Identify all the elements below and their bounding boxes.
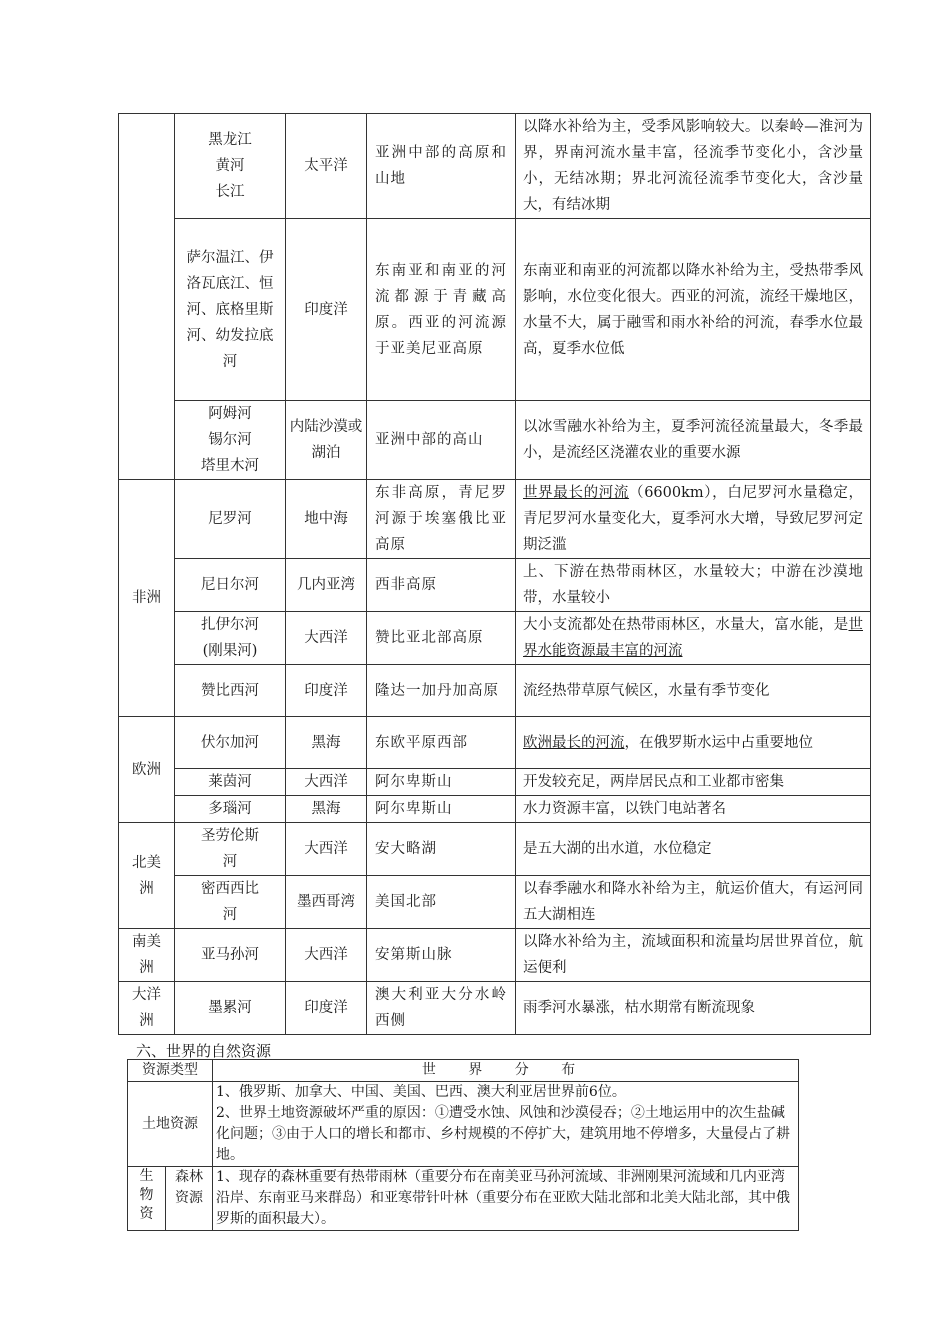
river-feature: 雨季河水暴涨，枯水期常有断流现象 <box>516 982 871 1035</box>
river-feature <box>516 480 871 559</box>
river-name: 阿姆河 锡尔河 塔里木河 <box>175 401 286 480</box>
river-feature: 流经热带草原气候区，水量有季节变化 <box>516 665 871 717</box>
river-name: 莱茵河 <box>175 769 286 796</box>
river-source: 美国北部 <box>367 876 516 929</box>
ocean-name: 黑海 <box>286 717 367 769</box>
river-feature: 以降水补给为主，受季风影响较大。以秦岭—淮河为界，界南河流水量丰富，径流季节变化小，含沙量小，无结冰期；界北河流径流季节变化大，含沙量大，有结冰期 <box>516 114 871 219</box>
ocean-name: 地中海 <box>286 480 367 559</box>
river-name: 尼日尔河 <box>175 559 286 612</box>
river-source: 安第斯山脉 <box>367 929 516 982</box>
table-row <box>119 929 871 982</box>
table-row <box>119 982 871 1035</box>
river-feature: 以冰雪融水补给为主，夏季河流径流量最大，冬季最小，是流经区浇灌农业的重要水源 <box>516 401 871 480</box>
header-type: 资源类型 <box>128 1060 213 1082</box>
feature-rest: ，在俄罗斯水运中占重要地位 <box>624 734 813 751</box>
river-name: 扎伊尔河 (刚果河) <box>175 612 286 665</box>
feature-text: 大小支流都处在热带雨林区，水量大，富水能，是 <box>523 617 849 633</box>
river-source: 隆达一加丹加高原 <box>367 665 516 717</box>
land-text-1: 1、俄罗斯、加拿大、中国、美国、巴西、澳大利亚居世界前6位。 <box>216 1084 626 1100</box>
river-feature: 以降水补给为主，流域面积和流量均居世界首位，航运便利 <box>516 929 871 982</box>
river-name: 尼罗河 <box>175 480 286 559</box>
ocean-name: 大西洋 <box>286 612 367 665</box>
feature-highlight: 世界最长的河流 <box>523 485 630 501</box>
ocean-name: 印度洋 <box>286 982 367 1035</box>
ocean-name: 印度洋 <box>286 219 367 401</box>
river-feature: 水力资源丰富，以铁门电站著名 <box>516 796 871 823</box>
land-resource-label: 土地资源 <box>128 1082 213 1167</box>
river-name: 萨尔温江、伊洛瓦底江、恒河、底格里斯河、幼发拉底河 <box>175 219 286 401</box>
river-feature <box>516 717 871 769</box>
table-row <box>119 480 871 559</box>
river-source: 赞比亚北部高原 <box>367 612 516 665</box>
region-label: 北美 洲 <box>119 823 175 929</box>
header-distribution: 世 界 分 布 <box>213 1060 799 1082</box>
river-name: 墨累河 <box>175 982 286 1035</box>
river-name: 圣劳伦斯 河 <box>175 823 286 876</box>
river-source: 东南亚和南亚的河流都源于青藏高原。西亚的河流源于亚美尼亚高原 <box>367 219 516 401</box>
table-row <box>119 219 871 401</box>
region-label: 大洋 洲 <box>119 982 175 1035</box>
river-source: 澳大利亚大分水岭西侧 <box>367 982 516 1035</box>
ocean-name: 几内亚湾 <box>286 559 367 612</box>
ocean-name: 印度洋 <box>286 665 367 717</box>
ocean-name: 墨西哥湾 <box>286 876 367 929</box>
table-row <box>119 114 871 219</box>
ocean-name: 大西洋 <box>286 823 367 876</box>
rivers-table <box>118 113 871 1035</box>
river-feature: 是五大湖的出水道，水位稳定 <box>516 823 871 876</box>
region-label: 非洲 <box>119 480 175 717</box>
forest-resource-text: 1、现存的森林重要有热带雨林（重要分布在南美亚马孙河流域、非洲刚果河流域和几内亚湾沿岸、东南亚马来群岛）和亚寒带针叶林（重要分布在亚欧大陆北部和北美大陆北部，其中俄罗斯的面积最大）。 <box>213 1167 799 1231</box>
resources-table <box>127 1059 799 1231</box>
section-title: 六、世界的自然资源 <box>136 1042 272 1060</box>
river-name: 亚马孙河 <box>175 929 286 982</box>
table-row <box>119 612 871 665</box>
river-source: 安大略湖 <box>367 823 516 876</box>
region-label: 南美 洲 <box>119 929 175 982</box>
table-header-row <box>128 1060 799 1082</box>
ocean-name: 太平洋 <box>286 114 367 219</box>
table-row <box>128 1167 799 1231</box>
river-name: 密西西比 河 <box>175 876 286 929</box>
river-feature: 东南亚和南亚的河流都以降水补给为主，受热带季风影响，水位变化很大。西亚的河流，流经干燥地区，水量不大，属于融雪和雨水补给的河流，春季水位最高，夏季水位低 <box>516 219 871 401</box>
river-name: 赞比西河 <box>175 665 286 717</box>
river-name: 伏尔加河 <box>175 717 286 769</box>
table-row <box>119 559 871 612</box>
river-source: 东非高原，青尼罗河源于埃塞俄比亚高原 <box>367 480 516 559</box>
feature-rest: （6600km），白尼罗河水量稳定，青尼罗河水量变化大，夏季河水大增，导致尼罗河定期泛滥 <box>523 485 864 553</box>
region-cell <box>119 114 175 480</box>
table-row <box>119 823 871 876</box>
table-row <box>119 769 871 796</box>
table-row <box>119 665 871 717</box>
bio-resource-label: 生 物 资 <box>128 1167 166 1231</box>
river-source: 亚洲中部的高山 <box>367 401 516 480</box>
river-feature: 以春季融水和降水补给为主，航运价值大，有运河同五大湖相连 <box>516 876 871 929</box>
table-row <box>128 1082 799 1167</box>
feature-highlight: 世界水能资源最丰富的河流 <box>523 617 863 659</box>
river-name: 多瑙河 <box>175 796 286 823</box>
land-text-2: 2、世界土地资源破坏严重的原因：①遭受水蚀、风蚀和沙漠侵吞；②土地运用中的次生盐碱化问题；③由于人口的增长和都市、乡村规模的不停扩大，建筑用地不停增多，大量侵占了耕地。 <box>216 1105 790 1163</box>
river-source: 阿尔卑斯山 <box>367 769 516 796</box>
ocean-name: 黑海 <box>286 796 367 823</box>
river-source: 阿尔卑斯山 <box>367 796 516 823</box>
ocean-name: 大西洋 <box>286 769 367 796</box>
river-name: 黑龙江 黄河 长江 <box>175 114 286 219</box>
river-feature <box>516 612 871 665</box>
forest-resource-label: 森林 资源 <box>166 1167 213 1231</box>
table-row <box>119 876 871 929</box>
river-source: 东欧平原西部 <box>367 717 516 769</box>
ocean-name: 内陆沙漠或湖泊 <box>286 401 367 480</box>
table-row <box>119 796 871 823</box>
table-row <box>119 717 871 769</box>
region-label: 欧洲 <box>119 717 175 823</box>
feature-highlight: 欧洲最长的河流 <box>523 734 625 751</box>
table-row <box>119 401 871 480</box>
river-source: 西非高原 <box>367 559 516 612</box>
river-feature: 开发较充足，两岸居民点和工业都市密集 <box>516 769 871 796</box>
land-resource-text <box>213 1082 799 1167</box>
river-source: 亚洲中部的高原和山地 <box>367 114 516 219</box>
ocean-name: 大西洋 <box>286 929 367 982</box>
river-feature: 上、下游在热带雨林区，水量较大；中游在沙漠地带，水量较小 <box>516 559 871 612</box>
